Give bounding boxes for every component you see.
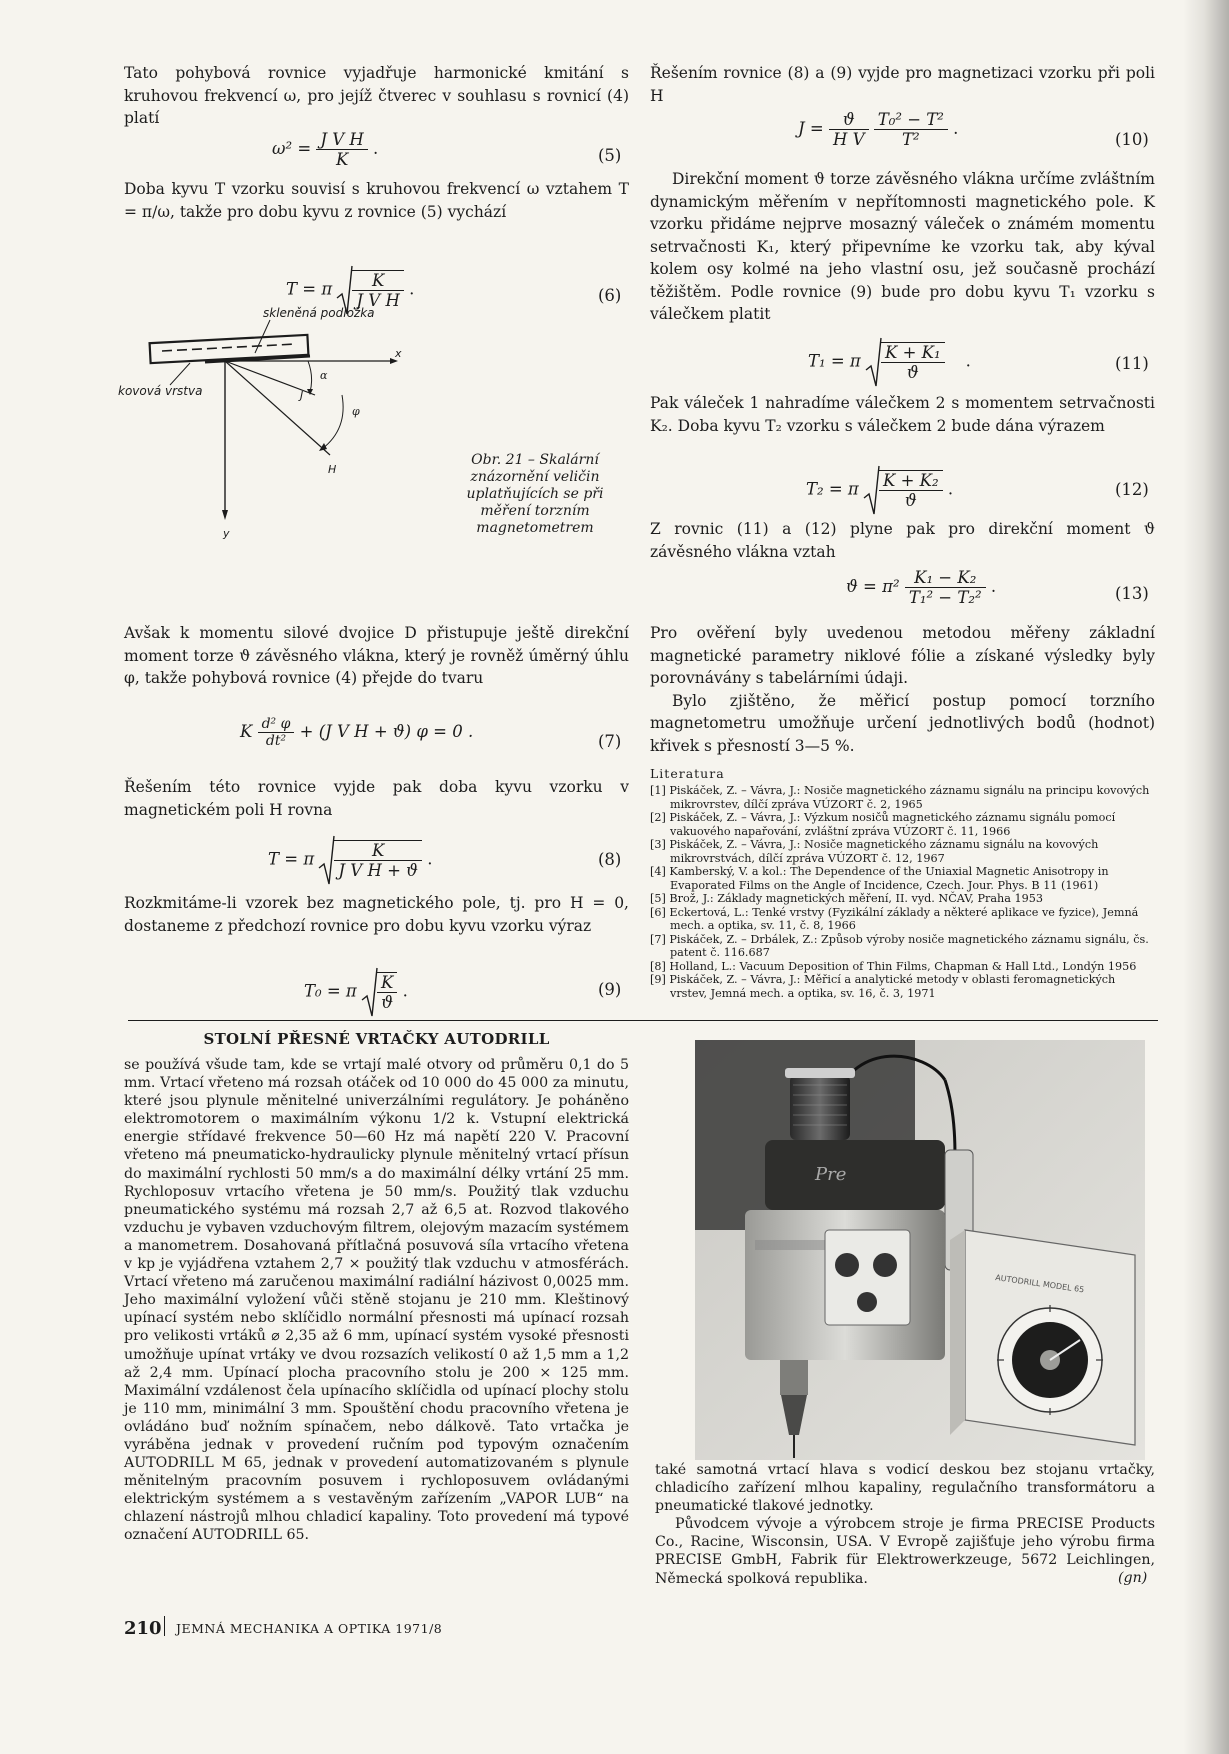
sqrt-sign [864,464,880,516]
equation-number-10: (10) [1115,130,1149,149]
svg-text:Pre: Pre [815,1164,847,1185]
reference-list [650,784,1155,1000]
equation-number-9: (9) [598,980,622,999]
literature-section [650,766,1155,1000]
figure-21-diagram [110,306,440,590]
equation-8: T = π $\frac{K}{\text{J V H + ϑ}}$ . [268,834,432,886]
equation-7: K $\frac{\text{d² φ}}{\text{dt²}}$ + (J V H + ϑ) φ = 0 . [240,716,474,749]
equation-number-5: (5) [598,146,622,165]
sqrt-sign [866,336,882,388]
paragraph-magnetization: Řešením rovnice (8) a (9) vyjde pro magnetizaci vzorku při poli H [650,64,1155,105]
equation-number-11: (11) [1115,354,1149,373]
paragraph-solution: Řešením této rovnice vyjde pak doba kyvu vzorku v magnetickém poli H rovna [124,778,629,819]
label-y: y [223,527,230,540]
reference-item: [6] Eckertová, L.: Tenké vrstvy (Fyzikální základy a některé aplikace ve fyzice), Jemná mech. a optika, sv. 11, č. 8, 1966 [650,905,1139,932]
author-signature: (gn) [1118,1570,1148,1586]
label-J: J [300,389,304,402]
label-glass-substrate: skleněná podložka [263,306,375,320]
H-vector [225,361,330,455]
article-body-left: se používá všude tam, kde se vrtají malé otvory od průměru 0,1 do 5 mm. Vrtací vřeteno má rozsah otáček od 10 000 do 45 000 za minutu, které jsou plynule měnitelné univerzálními regulátory. Je poháněno elektromotorem o maximálním výkonu 1/2 k. Vstupní elektrická energie střídavé frekvence 50—60 Hz má napětí 220 V. Pracovní vřeteno má pneumaticko-hydraulicky plynule měnitelný vrtací přísun do maximální rychlosti 50 mm/s a do maximální délky vrtání 25 mm. Rychloposuv vrtacího vřetena je 50 mm/s. Použitý tlak vzduchu pneumatického systému má rozsah 2,7 až 6,5 at. Rozvod tlakového vzduchu je vybaven vzduchovým filtrem, olejovým mazacím systémem a manometrem. Dosahovaná přítlačná posuvová síla vrtacího vřetena v kp je vyjádřena vztahem 2,7 × použitý tlak vzduchu v atmosférách. Vrtací vřeteno má zaručenou maximální radiální házivost 0,0025 mm. Jeho maximální vyložení vůči stěně stojanu je 210 mm. Kleštinový upínací systém nebo sklíčidlo normální přesnosti má upínací rozsah pro velikosti vrtáků ⌀ 2,35 až 6 mm, upínací systém vysoké přesnosti umožňuje upínat vrtáky ve dvou rozsazích velikostí 0 až 1,5 mm a 1,2 až 2,4 mm. Upínací plocha pracovního stolu je 200 × 125 mm. Maximální vzdálenost čela upínacího sklíčidla od upínací plochy stolu je 110 mm, minimální 3 mm. Spouštění chodu pracovního vřetena je ovládáno buď nožním spínačem, nebo dálkově. Tato vrtačka je vyráběna jednak v provedení ručním pod typovým označením AUTODRILL M 65, jednak v provedení automatizovaném s plynule měnitelným pracovním posuvem i rychloposuvem ovládanými elektrickým systémem a s vestavěným zařízením „VAPOR LUB“ na chlazení nástrojů mlhou chladicí kapaliny. Toto provedení má typové označení AUTODRILL 65. [124,1057,629,1544]
reference-item: [5] Brož, J.: Základy magnetických měření, II. vyd. NČAV, Praha 1953 [650,892,1043,905]
article-body-right: také samotná vrtací hlava s vodicí deskou bez stojanu vrtačky, chladicího zařízení mlhou kapaliny, regulačního transformátoru a pneumatické tlakové jednotky. Původcem vývoje a výrobcem stroje je firma PRECISE Products Co., Racine, Wisconsin, USA. V Evropě zajišťuje jeho výrobu firma PRECISE GmbH, Fabrik für Elektrowerkzeuge, 5672 Leichlingen, Německá spolková republika. [655,1462,1155,1587]
equation-11: T₁ = π $\frac{\text{K + K₁}}{ϑ}$ . [808,336,971,388]
metal-layer-dash [162,344,296,351]
equation-9: T₀ = π $\frac{K}{ϑ}$ . [304,966,408,1018]
section-divider [128,1020,1158,1021]
equation-6: T = π $\frac{K}{\text{J V H}}$ . [286,264,414,316]
page-number: 210 [124,1618,162,1639]
equation-number-13: (13) [1115,584,1149,603]
reference-item: [9] Piskáček, Z. – Vávra, J.: Měřicí a analytické metody v oblasti feromagnetických vrstev, Jemná mech. a optika, sv. 16, č. 3, 1971 [650,973,1116,1000]
footer-separator [164,1616,165,1636]
article-title: STOLNÍ PŘESNÉ VRTAČKY AUTODRILL [203,1030,550,1048]
phi-arc [322,395,343,449]
literature-title: Literatura [650,766,725,781]
paragraph-cylinder-2: Pak váleček 1 nahradíme válečkem 2 s momentem setrvačnosti K₂. Doba kyvu T₂ vzorku s válečkem 2 bude dána výrazem [650,394,1155,435]
alpha-arc [308,361,312,392]
journal-name: JEMNÁ MECHANIKA A OPTIKA 1971/8 [176,1621,443,1636]
equation-13: ϑ = π² $\frac{\text{K₁ − K₂}}{\text{T₁² − T₂²}}$ . [846,568,997,607]
equation-12: T₂ = π $\frac{\text{K + K₂}}{ϑ}$ . [806,464,953,516]
label-x: x [395,347,402,360]
equation-10: J = $\frac{ϑ}{\text{H V}}$ $\frac{\text{T₀² − T²}}{\text{T²}}$ . [798,110,959,149]
equation-number-6: (6) [598,286,622,305]
paragraph-direction-moment: Direkční moment ϑ torze závěsného vlákna určíme zvláštním dynamickým měřením v nepřítomnosti magnetického pole. K vzorku přidáme nejprve mosazný váleček o známém momentu setrvačnosti K₁, který připevníme ke vzorku tak, aby kýval kolem osy kolmé na jeho vlastní osu, jež současně prochází těžištěm. Podle rovnice (9) bude pro dobu kyvu T₁ vzorku s válečkem platit [650,170,1155,323]
paragraph-from-equations: Z rovnic (11) a (12) plyne pak pro direkční moment ϑ závěsného vlákna vztah [650,520,1155,561]
equation-5: ω² = $\frac{\text{J V H}}{K}$ . [272,130,379,169]
label-H: H [328,463,337,476]
label-metal-layer: kovová vrstva [118,384,203,398]
label-phi: φ [352,405,360,418]
reference-item: [4] Kamberský, V. a kol.: The Dependence of the Uniaxial Magnetic Anisotropy in Evaporated Films on the Angle of Incidence, Czech. Jour. Phys. B 11 (1961) [650,865,1109,892]
paragraph-torsion: Avšak k momentu silové dvojice D přistupuje ještě direkční moment torze ϑ závěsného vlákna, který je rovněž úměrný úhlu φ, takže pohybová rovnice (4) přejde do tvaru [124,624,629,687]
page-gutter-shadow [1183,0,1229,1754]
svg-text:AUTODRILL MODEL 65: AUTODRILL MODEL 65 [994,1273,1085,1295]
equation-number-7: (7) [598,732,622,751]
sqrt-sign [362,966,378,1018]
drill-photo [695,1040,1145,1460]
equation-number-12: (12) [1115,480,1149,499]
reference-item: [2] Piskáček, Z. – Vávra, J.: Výzkum nosičů magnetického záznamu signálu pomocí vakuového napařování, zvláštní zpráva VÚZORT č. 11, 1966 [650,811,1116,838]
reference-item: [7] Piskáček, Z. – Drbálek, Z.: Způsob výroby nosiče magnetického záznamu signálu, čs. patent č. 116.687 [650,932,1149,959]
paragraph-verification: Pro ověření byly uvedenou metodou měřeny základní magnetické parametry niklové fólie a získané výsledky byly porovnávány s tabelárními údaji. Bylo zjištěno, že měřicí postup pomocí torzního magnetometru umožňuje určení jednotlivých bodů (hodnot) křivek s přesností 3—5 %. [650,624,1155,755]
equation-number-8: (8) [598,850,622,869]
label-alpha: α [320,369,328,382]
paragraph-no-field: Rozkmitáme-li vzorek bez magnetického pole, tj. pro H = 0, dostaneme z předchozí rovnice pro dobu kyvu vzorku výraz [124,894,629,935]
reference-item: [8] Holland, L.: Vacuum Deposition of Thin Films, Chapman & Hall Ltd., Londýn 1956 [650,959,1137,973]
reference-item: [3] Piskáček, Z. – Vávra, J.: Nosiče magnetického záznamu signálu na kovových mikrovrstvách, dílčí zpráva VÚZORT č. 12, 1967 [650,838,1099,865]
figure-21-caption: Obr. 21 – Skalární znázornění veličin uplatňujících se při měření torzním magnetometrem [466,452,604,536]
sqrt-sign [319,834,335,886]
reference-item: [1] Piskáček, Z. – Vávra, J.: Nosiče magnetického záznamu signálu na principu kovových mikrovrstev, dílčí zpráva VÚZORT č. 2, 1965 [650,784,1150,811]
paragraph-period: Doba kyvu T vzorku souvisí s kruhovou frekvencí ω vztahem T = π/ω, takže pro dobu kyvu z rovnice (5) vychází [124,180,629,221]
paragraph-harmonic: Tato pohybová rovnice vyjadřuje harmonické kmitání s kruhovou frekvencí ω, pro jejíž čtverec v souhlasu s rovnicí (4) platí [124,64,629,127]
drill-machine-image [695,1040,1145,1460]
